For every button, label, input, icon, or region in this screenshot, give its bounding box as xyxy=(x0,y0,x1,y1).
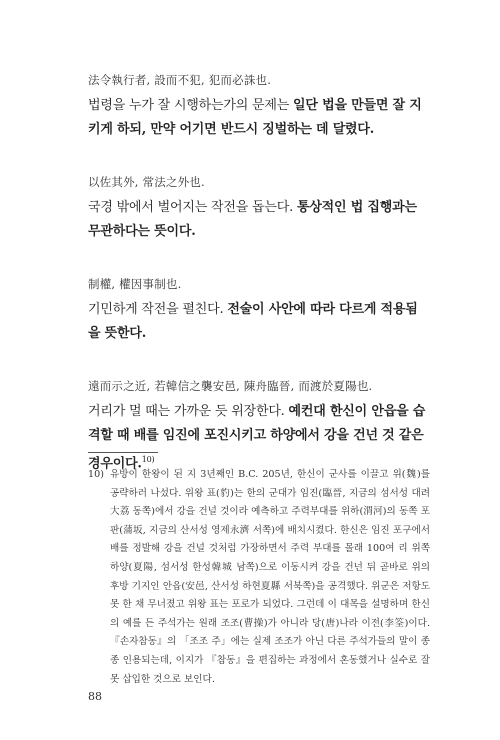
translation-plain: 국경 밖에서 벌어지는 작전을 돕는다. xyxy=(88,200,297,215)
footnote-reference[interactable]: 10) xyxy=(141,455,155,464)
commentary: 전술이 사안에 따라 다르게 적용됨을 뜻한다. xyxy=(88,302,418,341)
passage-2 xyxy=(88,172,428,244)
commentary: 예컨대 한신이 안읍을 습격할 때 배를 임진에 포진시키고 하양에서 강을 건넌 것 같은 경우이다. xyxy=(88,404,426,472)
footnote xyxy=(88,466,430,689)
classical-text: 制權, 權因事制也. xyxy=(88,277,182,291)
page-number: 88 xyxy=(88,690,102,703)
commentary: 통상적인 법 집행과는 무관하다는 뜻이다. xyxy=(88,200,417,239)
footnote-text: 유방이 한왕이 된 지 3년째인 B.C. 205년, 한신이 군사를 이끌고 위(魏)를 공략하러 나섰다. 위왕 표(豹)는 한의 군대가 임진(臨晉, 지금의 섬서성 대려大荔 동쪽)에서 강을 건널 것이라 예측하고 주력부대를 위하(渭河)의 동쪽 포판(蒲坂, 지금의 산서성 영제永濟 서쪽)에 배치시켰다. 한신은 임진 포구에서 배를 정발해 강을 건널 것처럼 가장하면서 주력 부대를 몰래 100여 리 위쪽 하양(夏陽, 섬서성 한성韓城 남쪽)으로 이동시켜 강을 건넌 뒤 곧바로 위의 후방 기지인 안읍(安邑, 산서성 하현夏縣 서북쪽)을 공격했다. 위군은 저항도 못 한 채 무너졌고 위왕 표는 포로가 되었다. 그런데 이 대목을 설명하며 한신의 예를 든 주석가는 원래 조조(曹操)가 아니라 당(唐)나라 이전(李筌)이다. 『손자참동』의 「조조 주」에는 실제 조조가 아닌 다른 주석가들의 말이 종종 인용되는데, 이지가 『참동』을 편집하는 과정에서 혼동했거나 실수로 잘못 삽입한 것으로 보인다. xyxy=(110,469,430,685)
translation xyxy=(88,298,428,346)
translation-plain: 법령을 누가 잘 시행하는가의 문제는 xyxy=(88,98,294,113)
translation xyxy=(88,196,428,244)
footnote-divider xyxy=(88,452,158,453)
passage-1 xyxy=(88,70,428,142)
main-text xyxy=(88,70,428,506)
passage-4 xyxy=(88,376,428,476)
passage-3 xyxy=(88,274,428,346)
translation-plain: 거리가 멀 때는 가까운 듯 위장한다. xyxy=(88,404,289,419)
translation xyxy=(88,94,428,142)
footnote-number: 10) xyxy=(88,469,104,480)
classical-text: 遠而示之近, 若韓信之襲安邑, 陳舟臨晉, 而渡於夏陽也. xyxy=(88,379,373,393)
classical-text: 法令執行者, 設而不犯, 犯而必誅也. xyxy=(88,73,272,87)
classical-text: 以佐其外, 常法之外也. xyxy=(88,175,205,189)
commentary: 일단 법을 만들면 잘 지키게 하되, 만약 어기면 반드시 징벌하는 데 달렸다. xyxy=(88,98,422,137)
translation-plain: 기민하게 작전을 펼친다. xyxy=(88,302,228,317)
translation xyxy=(88,400,428,476)
